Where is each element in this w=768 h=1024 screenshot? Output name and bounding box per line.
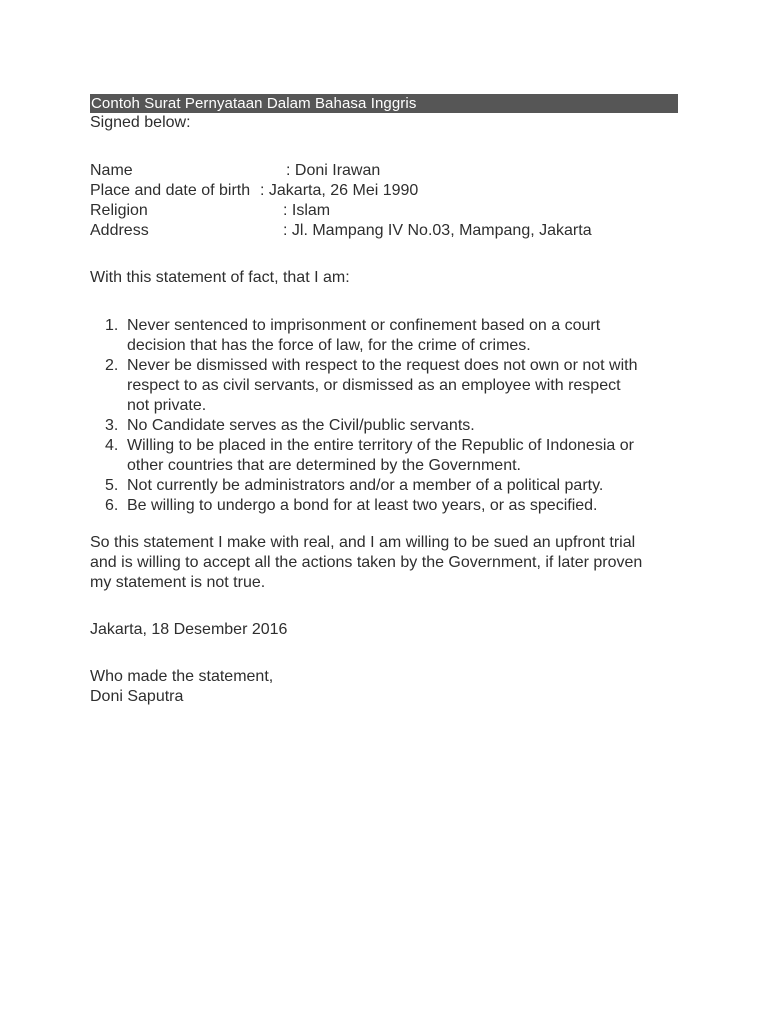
who-made-statement: Who made the statement, (90, 668, 274, 685)
signed-below-text: Signed below: (90, 114, 191, 131)
field-label: Address (90, 222, 149, 239)
list-number: 5. (105, 477, 119, 494)
list-item (90, 416, 678, 436)
list-item (90, 436, 678, 476)
field-value: : Jakarta, 26 Mei 1990 (260, 182, 419, 199)
field-row-religion (90, 201, 678, 221)
list-number: 6. (105, 497, 119, 514)
identity-fields (90, 161, 678, 241)
list-item-line: Never be dismissed with respect to the request does not own or not with (127, 357, 638, 374)
list-item-line: Never sentenced to imprisonment or confinement based on a court (127, 317, 601, 334)
list-item (90, 356, 678, 416)
field-label: Religion (90, 202, 148, 219)
list-item (90, 476, 678, 496)
list-item-line: No Candidate serves as the Civil/public servants. (127, 417, 475, 434)
list-item-line: not private. (127, 397, 207, 414)
intro-text: With this statement of fact, that I am: (90, 269, 350, 286)
list-item-line: respect to as civil servants, or dismissed as an employee with respect (127, 377, 621, 394)
signer-name: Doni Saputra (90, 688, 184, 705)
place-date: Jakarta, 18 Desember 2016 (90, 621, 288, 638)
field-label: Name (90, 162, 133, 179)
closing-line: and is willing to accept all the actions taken by the Government, if later proven (90, 554, 643, 571)
field-row-birth (90, 181, 678, 201)
list-number: 3. (105, 417, 119, 434)
statement-letter (90, 94, 678, 707)
field-value: : Jl. Mampang IV No.03, Mampang, Jakarta (283, 222, 592, 239)
field-value: : Islam (283, 202, 331, 219)
list-item-line: Not currently be administrators and/or a member of a political party. (127, 477, 604, 494)
field-row-name (90, 161, 678, 181)
field-value: : Doni Irawan (286, 162, 381, 179)
list-number: 1. (105, 317, 119, 334)
list-item (90, 496, 678, 516)
list-number: 2. (105, 357, 119, 374)
field-row-address (90, 221, 678, 241)
list-item-line: Willing to be placed in the entire territory of the Republic of Indonesia or (127, 437, 634, 454)
closing-line: So this statement I make with real, and I am willing to be sued an upfront trial (90, 534, 636, 551)
document-title: Contoh Surat Pernyataan Dalam Bahasa Inggris (90, 94, 678, 113)
closing-line: my statement is not true. (90, 574, 266, 591)
field-label: Place and date of birth (90, 182, 251, 199)
statement-list (90, 316, 678, 516)
list-number: 4. (105, 437, 119, 454)
list-item-line: decision that has the force of law, for the crime of crimes. (127, 337, 531, 354)
list-item-line: other countries that are determined by the Government. (127, 457, 521, 474)
closing-paragraph (90, 533, 678, 593)
list-item-line: Be willing to undergo a bond for at least two years, or as specified. (127, 497, 598, 514)
list-item (90, 316, 678, 356)
